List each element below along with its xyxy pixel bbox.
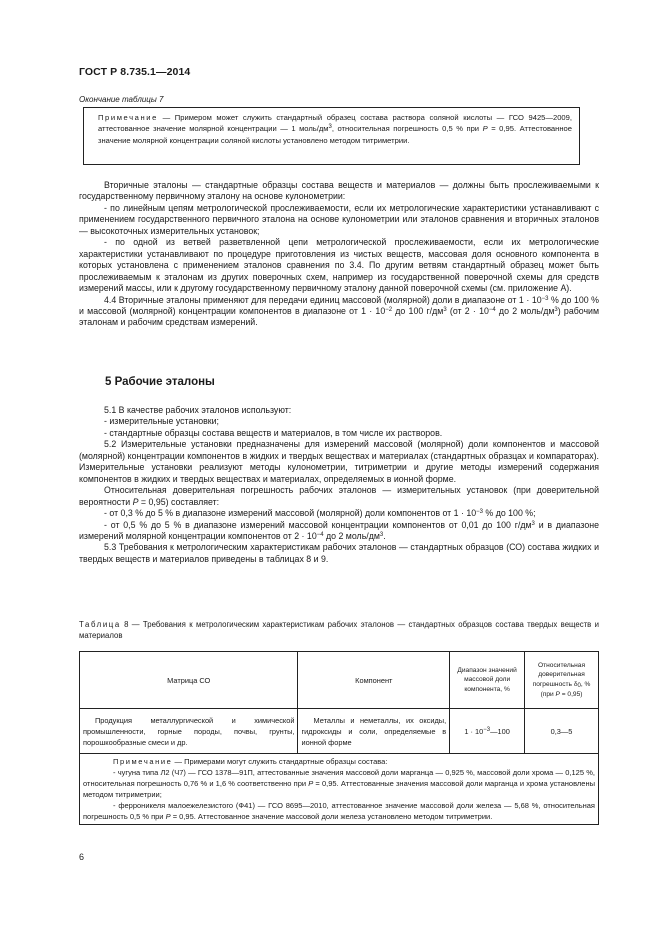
header-matrix: Матрица СО [80,652,298,709]
table-row [80,709,599,754]
table-note-row [80,754,599,825]
page-number: 6 [79,852,85,862]
list-item: - от 0,5 % до 5 % в диапазоне измерений массовой концентрации компонентов от 0,01 до 100 $г/дм^3$ и в диапазоне измерений молярной концентрации компонентов от $2 \cdot 10^{-4}$ до 2 моль/$дм^3$. [79,519,599,541]
table-header-row [80,652,599,709]
header-error: Относительная доверительная погрешность $\delta_0$, % (при P = 0,95) [525,652,599,709]
list-item: - по одной из ветвей разветвленной цепи метрологической прослеживаемости, если их метрологические характеристики устанавливают по процедуре приготовления из чистых веществ, массовая доля основного компонента в которых установлена с применением эталонов сравнения по 3.4. По другим ветвям стандартный образец может быть прослеживаемым к эталонам из других поверочных схем, например из государственной поверочной схемы для средств измерений массы, или к другому государственному первичному эталону данной поверочной схемы (см. приложение А). [79,237,599,294]
list-item: - стандартные образцы состава веществ и материалов, в том числе их растворов. [104,427,443,438]
header-component: Компонент [298,652,450,709]
cell-component: Металлы и неметаллы, их оксиды, гидроксиды и соли, определяемые в ионной форме [298,709,450,754]
table8-caption: Таблица 8 — Требования к метрологическим характеристикам рабочих эталонов — стандартных образцов состава твердых веществ и материалов [79,620,599,640]
table8 [79,651,599,825]
paragraph-5-1: 5.1 В качестве рабочих эталонов используют: [104,405,292,415]
list-item: - измерительные установки; [104,416,219,427]
paragraph: Вторичные эталоны — стандартные образцы состава веществ и материалов — должны быть прослеживаемыми к государственному первичному эталону на основе кулонометрии: [79,180,599,202]
list-item: - от 0,3 % до 5 % в диапазоне измерений массовой (молярной) доли компонентов от $1 \cdot 10^{-3}$ % до 100 %; [104,508,536,519]
paragraph-relative-error: Относительная доверительная погрешность рабочих эталонов — измерительных установок (при доверительной вероятности P = 0,95) составляет: [79,485,599,507]
working-standards-section [79,405,599,565]
section-title: 5 Рабочие эталоны [105,376,215,388]
cell-range: $1 \cdot 10^{-3}—100$ [450,709,525,754]
paragraph-4-4: 4.4 Вторичные эталоны применяют для передачи единиц массовой (молярной) доли в диапазоне от $1 \cdot 10^{-3}$ % до 100 % и массовой (молярной) концентрации компонентов в диапазоне от $1 \cdot 10^{-2}$ до 100 $г/дм^3$ (от $2 \cdot 10^{-4}$ до 2 моль/$дм^3$) рабочим эталонам и рабочим средствам измерений. [79,294,599,328]
document-header: ГОСТ Р 8.735.1—2014 [79,66,191,78]
paragraph-5-3: 5.3 Требования к метрологическим характеристикам рабочих эталонов — стандартных образцов (СО) состава жидких и твердых веществ и материалов приведены в таблицах 8 и 9. [79,542,599,564]
header-range: Диапазон значений массовой доли компонента, % [450,652,525,709]
table7-note: Примечание — Примером может служить стандартный образец состава раствора соляной кислоты — ГСО 9425—2009, аттестованное значение молярной концентрации — 1 моль/$дм^3$, относительная погрешность 0,5 % при P = 0,95. Аттестованное значение молярной концентрации соляной кислоты установлено методом титриметрии. [83,107,580,165]
table7-continuation-caption: Окончание таблицы 7 [79,95,164,104]
list-item: - по линейным цепям метрологической прослеживаемости, если их метрологические характеристики устанавливают с применением государственного первичного эталона на основе кулонометрии или эталонов сравнения и вторичных эталонов — высокоточных измерительных установок; [79,202,599,236]
cell-matrix: Продукция металлургической и химической промышленности, горные породы, почвы, грунты, порошкообразные смеси и др. [80,709,298,754]
secondary-standards-section [79,180,599,329]
table8-note: Примечание — Примерами могут служить стандартные образцы состава: - чугуна типа Л2 (Ч7) — ГСО 1378—91П, аттестованные значения массовой доли марганца — 0,925 %, массовой доли хрома — 0,125 %, относительная погрешность 0,76 % и 1,6 % соответственно при P = 0,95. Аттестованные значения массовой доли марганца и хрома установлены методом титриметрии; - ферроникеля малоежелезистого (Ф41) — ГСО 8695—2010, аттестованное значение массовой доли железа — 5,68 %, относительная погрешность 0,5 % при P = 0,95. Аттестованное значение массовой доли железа установлено методом титриметрии. [80,754,599,825]
note-label: Примечание [98,113,158,122]
paragraph-5-2: 5.2 Измерительные установки предназначены для измерений массовой (молярной) доли компонентов и массовой (молярной) концентрации компонентов в жидких и твердых веществах и материалах (стандартных образцах и компараторах). Измерительные установки реализуют методы кулонометрии, титриметрии и другие методы измерений содержания компонентов в жидких и твердых веществах и материалах, определяемых в ионной форме. [79,439,599,484]
cell-error: 0,3—5 [525,709,599,754]
